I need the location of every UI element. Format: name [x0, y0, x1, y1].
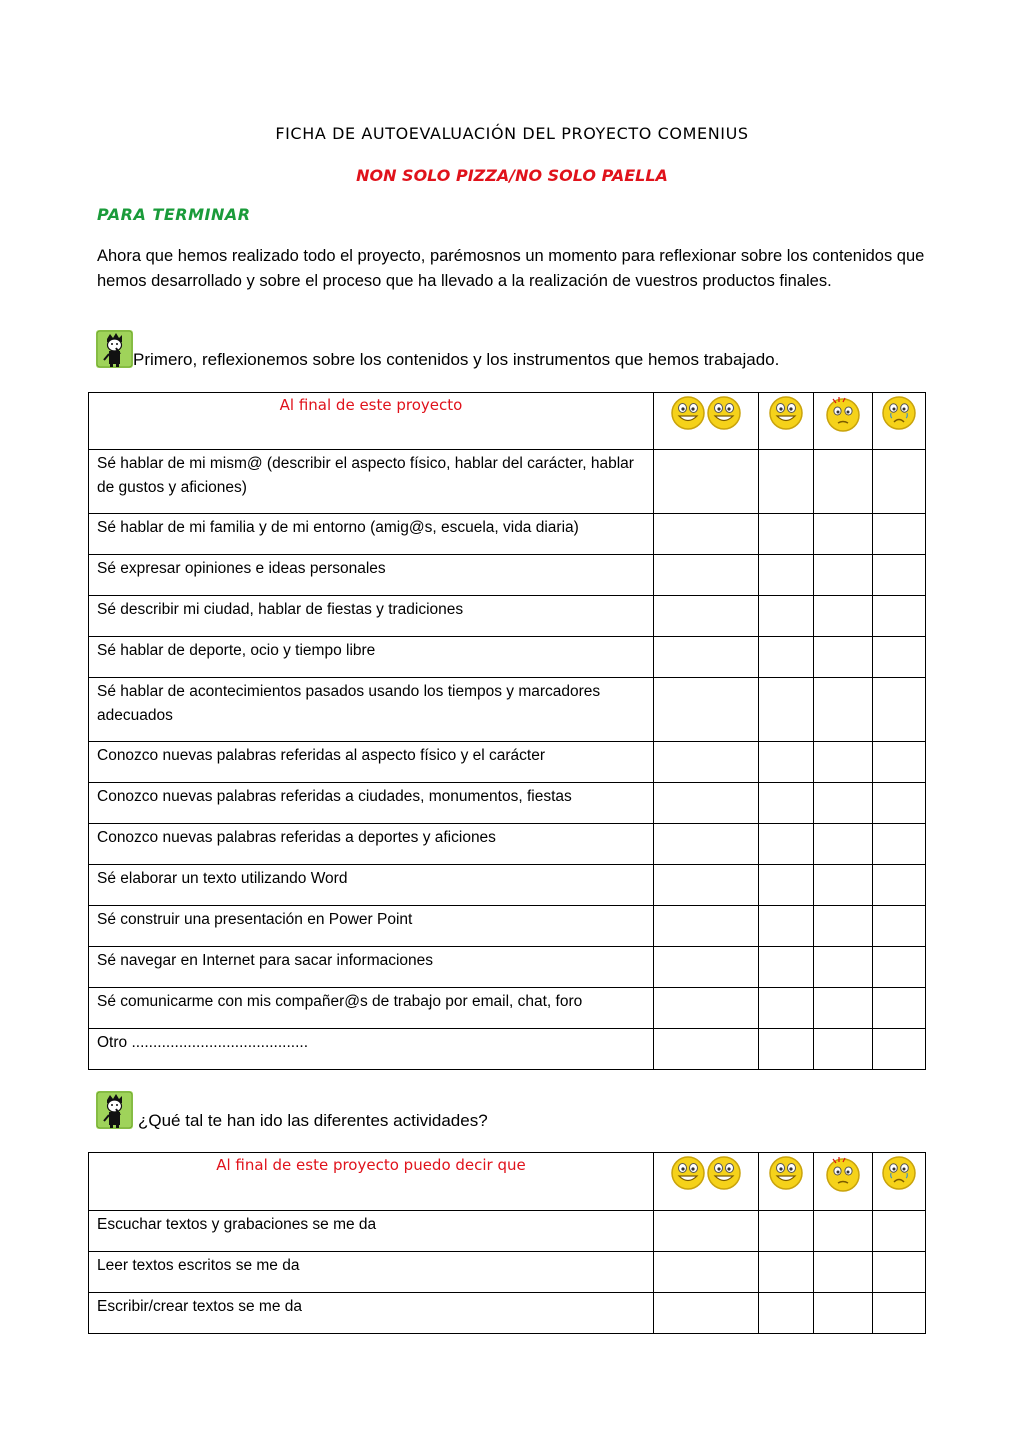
rating-cell[interactable] — [654, 783, 759, 824]
rating-header-sad — [873, 1153, 926, 1211]
rating-cell[interactable] — [873, 1211, 926, 1252]
row-statement: Conozco nuevas palabras referidas a ciudades, monumentos, fiestas — [89, 783, 654, 824]
rating-cell[interactable] — [814, 596, 873, 637]
rating-header-very-happy — [654, 1153, 759, 1211]
rating-header-happy — [759, 1153, 814, 1211]
row-statement: Otro ......................................... — [89, 1029, 654, 1070]
thinking-boy-icon — [96, 330, 133, 368]
table-row — [89, 1293, 926, 1334]
table-row — [89, 555, 926, 596]
rating-cell[interactable] — [873, 514, 926, 555]
rating-cell[interactable] — [814, 450, 873, 514]
rating-cell[interactable] — [873, 596, 926, 637]
confused-face-icon — [824, 395, 862, 433]
rating-cell[interactable] — [873, 865, 926, 906]
table-row — [89, 742, 926, 783]
rating-cell[interactable] — [814, 1029, 873, 1070]
table-row — [89, 947, 926, 988]
rating-cell[interactable] — [654, 1293, 759, 1334]
table-row — [89, 637, 926, 678]
rating-cell[interactable] — [654, 906, 759, 947]
row-statement: Sé describir mi ciudad, hablar de fiestas y tradiciones — [89, 596, 654, 637]
row-statement: Sé hablar de deporte, ocio y tiempo libre — [89, 637, 654, 678]
row-statement: Sé hablar de acontecimientos pasados usando los tiempos y marcadores adecuados — [89, 678, 654, 742]
very-happy-face-icon — [706, 395, 742, 431]
happy-face-icon — [768, 395, 804, 431]
rating-cell[interactable] — [759, 1029, 814, 1070]
rating-header-confused — [814, 393, 873, 450]
rating-cell[interactable] — [759, 450, 814, 514]
rating-cell[interactable] — [759, 596, 814, 637]
rating-cell[interactable] — [759, 1211, 814, 1252]
intro-paragraph: Ahora que hemos realizado todo el proyecto, parémosnos un momento para reflexionar sobre los contenidos que hemos desarrollado y sobre el proceso que ha llevado a la realización de vuestros productos finales. — [97, 247, 925, 290]
row-statement: Sé hablar de mi mism@ (describir el aspecto físico, hablar del carácter, hablar de gustos y aficiones) — [89, 450, 654, 514]
row-statement: Leer textos escritos se me da — [89, 1252, 654, 1293]
activities-table — [88, 1152, 926, 1334]
rating-cell[interactable] — [759, 678, 814, 742]
rating-cell[interactable] — [759, 947, 814, 988]
rating-cell[interactable] — [759, 824, 814, 865]
table-row — [89, 1211, 926, 1252]
table-header-row — [89, 393, 926, 450]
rating-cell[interactable] — [873, 1029, 926, 1070]
row-statement: Sé comunicarme con mis compañer@s de trabajo por email, chat, foro — [89, 988, 654, 1029]
rating-cell[interactable] — [873, 783, 926, 824]
very-happy-face-icon — [706, 1155, 742, 1191]
rating-cell[interactable] — [654, 1252, 759, 1293]
rating-cell[interactable] — [814, 1211, 873, 1252]
rating-cell[interactable] — [814, 1293, 873, 1334]
table-row — [89, 514, 926, 555]
rating-cell[interactable] — [759, 1293, 814, 1334]
rating-cell[interactable] — [759, 988, 814, 1029]
rating-cell[interactable] — [814, 514, 873, 555]
sad-face-icon — [881, 395, 917, 431]
rating-header-happy — [759, 393, 814, 450]
table-row — [89, 1029, 926, 1070]
section2-prompt-text: ¿Qué tal te han ido las diferentes actividades? — [138, 1111, 488, 1130]
rating-cell[interactable] — [654, 1029, 759, 1070]
rating-cell[interactable] — [814, 742, 873, 783]
row-statement: Sé hablar de mi familia y de mi entorno (amig@s, escuela, vida diaria) — [89, 514, 654, 555]
rating-cell[interactable] — [814, 865, 873, 906]
table-row — [89, 596, 926, 637]
rating-cell[interactable] — [654, 596, 759, 637]
rating-cell[interactable] — [654, 988, 759, 1029]
rating-cell[interactable] — [873, 450, 926, 514]
row-statement: Sé elaborar un texto utilizando Word — [89, 865, 654, 906]
section-heading: PARA TERMINAR — [97, 205, 251, 224]
rating-cell[interactable] — [759, 637, 814, 678]
rating-header-sad — [873, 393, 926, 450]
rating-cell[interactable] — [759, 783, 814, 824]
rating-cell[interactable] — [759, 514, 814, 555]
row-statement: Conozco nuevas palabras referidas al aspecto físico y el carácter — [89, 742, 654, 783]
table-row — [89, 824, 926, 865]
table-row — [89, 450, 926, 514]
document-subtitle: NON SOLO PIZZA/NO SOLO PAELLA — [356, 166, 668, 185]
table-header: Al final de este proyecto puedo decir que — [89, 1153, 654, 1211]
rating-cell[interactable] — [814, 947, 873, 988]
table-row — [89, 678, 926, 742]
very-happy-face-icon — [670, 1155, 706, 1191]
table-row — [89, 783, 926, 824]
rating-cell[interactable] — [873, 947, 926, 988]
table-row — [89, 906, 926, 947]
rating-cell[interactable] — [873, 678, 926, 742]
rating-cell[interactable] — [814, 555, 873, 596]
self-assessment-table — [88, 392, 926, 1070]
rating-cell[interactable] — [654, 865, 759, 906]
rating-cell[interactable] — [873, 637, 926, 678]
rating-cell[interactable] — [654, 514, 759, 555]
rating-cell[interactable] — [654, 824, 759, 865]
rating-cell[interactable] — [814, 988, 873, 1029]
rating-cell[interactable] — [814, 637, 873, 678]
rating-cell[interactable] — [759, 555, 814, 596]
row-statement: Escribir/crear textos se me da — [89, 1293, 654, 1334]
rating-cell[interactable] — [654, 947, 759, 988]
row-statement: Sé expresar opiniones e ideas personales — [89, 555, 654, 596]
section1-prompt-text: Primero, reflexionemos sobre los contenidos y los instrumentos que hemos trabajado. — [133, 350, 780, 369]
rating-cell[interactable] — [814, 1252, 873, 1293]
rating-cell[interactable] — [873, 1293, 926, 1334]
rating-cell[interactable] — [873, 742, 926, 783]
rating-cell[interactable] — [654, 742, 759, 783]
confused-face-icon — [824, 1155, 862, 1193]
table-header: Al final de este proyecto — [89, 393, 654, 450]
rating-cell[interactable] — [759, 742, 814, 783]
document-title: FICHA DE AUTOEVALUACIÓN DEL PROYECTO COMENIUS — [275, 124, 749, 143]
rating-cell[interactable] — [759, 1252, 814, 1293]
very-happy-face-icon — [670, 395, 706, 431]
rating-cell[interactable] — [759, 865, 814, 906]
rating-header-very-happy — [654, 393, 759, 450]
rating-cell[interactable] — [873, 1252, 926, 1293]
table-row — [89, 988, 926, 1029]
thinking-boy-icon — [96, 1091, 133, 1129]
row-statement: Escuchar textos y grabaciones se me da — [89, 1211, 654, 1252]
rating-cell[interactable] — [654, 450, 759, 514]
rating-cell[interactable] — [654, 637, 759, 678]
rating-cell[interactable] — [873, 906, 926, 947]
table-row — [89, 1252, 926, 1293]
rating-cell[interactable] — [654, 555, 759, 596]
rating-cell[interactable] — [759, 906, 814, 947]
table-header-row — [89, 1153, 926, 1211]
rating-cell[interactable] — [814, 906, 873, 947]
row-statement: Conozco nuevas palabras referidas a deportes y aficiones — [89, 824, 654, 865]
table-row — [89, 865, 926, 906]
rating-cell[interactable] — [873, 988, 926, 1029]
rating-cell[interactable] — [654, 678, 759, 742]
rating-header-confused — [814, 1153, 873, 1211]
rating-cell[interactable] — [814, 678, 873, 742]
sad-face-icon — [881, 1155, 917, 1191]
row-statement: Sé navegar en Internet para sacar informaciones — [89, 947, 654, 988]
rating-cell[interactable] — [873, 824, 926, 865]
rating-cell[interactable] — [654, 1211, 759, 1252]
rating-cell[interactable] — [814, 824, 873, 865]
happy-face-icon — [768, 1155, 804, 1191]
row-statement: Sé construir una presentación en Power Point — [89, 906, 654, 947]
rating-cell[interactable] — [873, 555, 926, 596]
rating-cell[interactable] — [814, 783, 873, 824]
